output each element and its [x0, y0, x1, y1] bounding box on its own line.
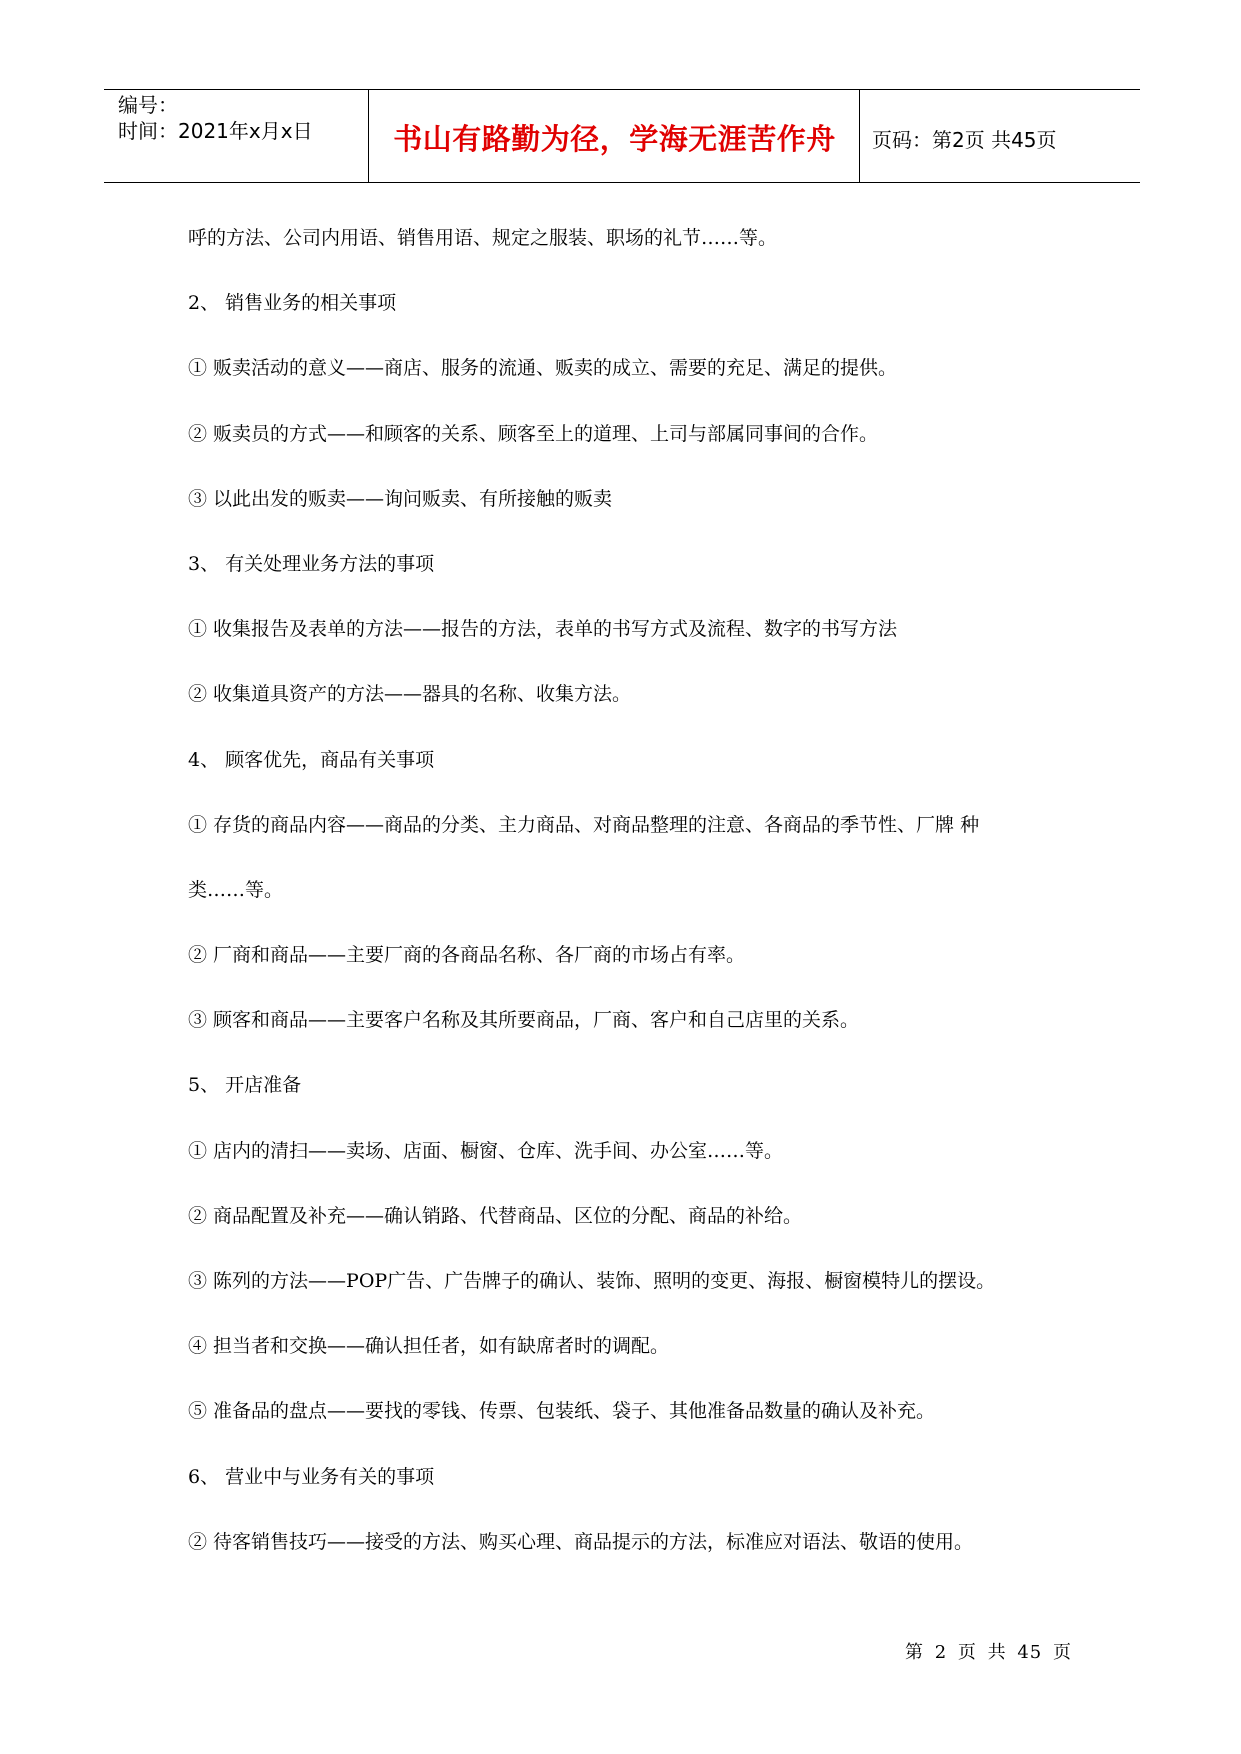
header-bottom-rule	[104, 182, 1140, 183]
list-item: ② 收集道具资产的方法——器具的名称、收集方法。	[188, 683, 632, 706]
header-divider-left	[368, 89, 369, 182]
list-item: ② 待客销售技巧——接受的方法、购买心理、商品提示的方法，标准应对语法、敬语的使用。	[188, 1530, 974, 1553]
section-heading: 3、 有关处理业务方法的事项	[188, 552, 435, 575]
text-line: 呼的方法、公司内用语、销售用语、规定之服装、职场的礼节……等。	[188, 227, 778, 249]
list-item: ③ 陈列的方法——POP广告、广告牌子的确认、装饰、照明的变更、海报、橱窗模特儿的摆设。	[188, 1270, 996, 1292]
date-label: 时间：2021年x月x日	[118, 119, 313, 143]
list-item: ④ 担当者和交换——确认担任者，如有缺席者时的调配。	[188, 1335, 670, 1358]
list-item: ② 厂商和商品——主要厂商的各商品名称、各厂商的市场占有率。	[188, 944, 746, 967]
page-footer: 第 2 页 共 45 页	[905, 1642, 1072, 1663]
section-heading: 2、 销售业务的相关事项	[188, 292, 397, 315]
list-item: ① 店内的清扫——卖场、店面、橱窗、仓库、洗手间、办公室……等。	[188, 1139, 784, 1162]
list-item: ② 贩卖员的方式——和顾客的关系、顾客至上的道理、上司与部属同事间的合作。	[188, 422, 879, 445]
document-body	[188, 228, 1068, 1597]
list-item: ① 存货的商品内容——商品的分类、主力商品、对商品整理的注意、各商品的季节性、厂牌 种	[188, 813, 980, 836]
section-heading: 6、 营业中与业务有关的事项	[188, 1465, 435, 1488]
section-heading: 4、 顾客优先，商品有关事项	[188, 748, 435, 771]
list-item: ① 收集报告及表单的方法——报告的方法，表单的书写方式及流程、数字的书写方法	[188, 618, 898, 641]
section-heading: 5、 开店准备	[188, 1074, 302, 1097]
list-item: ② 商品配置及补充——确认销路、代替商品、区位的分配、商品的补给。	[188, 1204, 803, 1227]
header-page-info: 页码：第2页 共45页	[872, 128, 1057, 152]
header-motto: 书山有路勤为径，学海无涯苦作舟	[393, 122, 836, 156]
header-top-rule	[104, 89, 1140, 90]
serial-label: 编号：	[118, 93, 178, 117]
list-item: ③ 以此出发的贩卖——询问贩卖、有所接触的贩卖	[188, 487, 613, 510]
header-meta	[118, 92, 313, 144]
text-line: 类……等。	[188, 878, 284, 901]
list-item: ⑤ 准备品的盘点——要找的零钱、传票、包装纸、袋子、其他准备品数量的确认及补充。	[188, 1400, 936, 1423]
header-divider-right	[859, 89, 860, 182]
list-item: ③ 顾客和商品——主要客户名称及其所要商品，厂商、客户和自己店里的关系。	[188, 1009, 860, 1032]
list-item: ① 贩卖活动的意义——商店、服务的流通、贩卖的成立、需要的充足、满足的提供。	[188, 357, 898, 380]
